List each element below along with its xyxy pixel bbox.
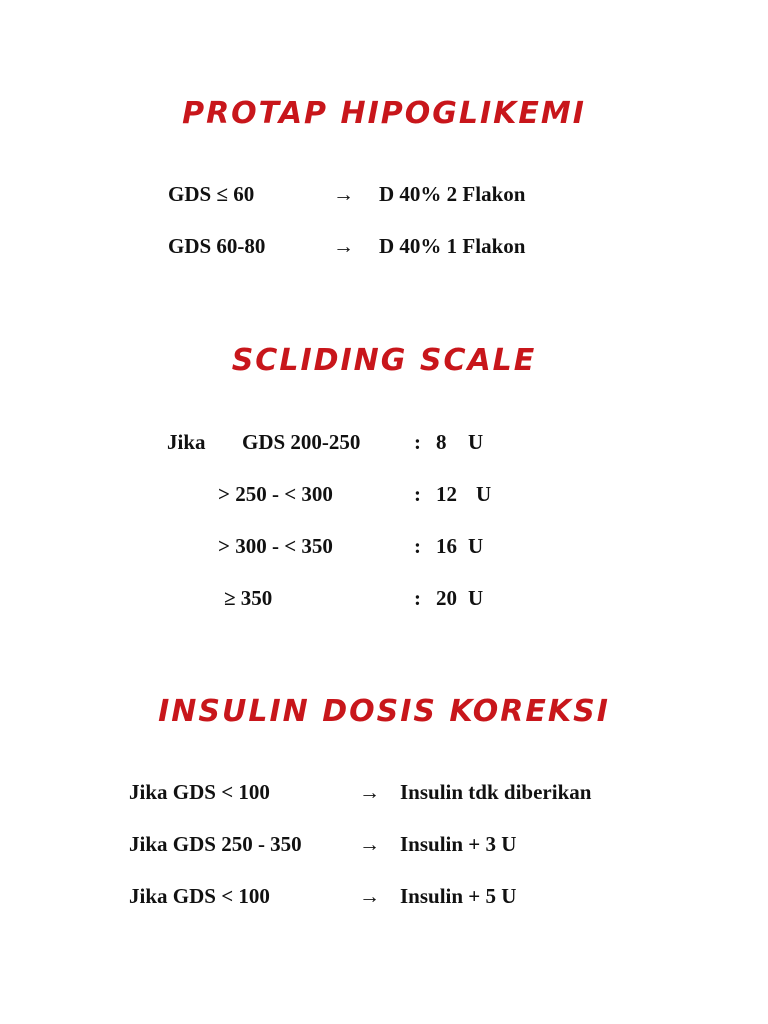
sliding-scale-dose: 8 bbox=[436, 430, 447, 454]
sliding-scale-row bbox=[0, 481, 768, 507]
arrow-symbol: → bbox=[359, 780, 380, 804]
sliding-scale-unit: U bbox=[468, 534, 484, 558]
sliding-scale-row bbox=[0, 533, 768, 559]
sliding-scale-condition: > 250 - < 300 bbox=[218, 482, 333, 506]
hipoglikemi-title: PROTAP HIPOGLIKEMI bbox=[182, 96, 586, 131]
hipoglikemi-row bbox=[0, 181, 768, 207]
arrow-symbol: → bbox=[359, 832, 380, 856]
hipoglikemi-condition: GDS 60-80 bbox=[168, 234, 266, 258]
koreksi-row bbox=[0, 779, 768, 805]
arrow-symbol: → bbox=[333, 234, 354, 258]
koreksi-result: Insulin + 3 U bbox=[400, 832, 517, 856]
sliding-scale-row bbox=[0, 429, 768, 455]
koreksi-condition: Jika GDS < 100 bbox=[129, 780, 270, 804]
koreksi-result: Insulin tdk diberikan bbox=[400, 780, 592, 804]
sliding-scale-dose: 12 bbox=[436, 482, 457, 506]
sliding-scale-unit: U bbox=[468, 430, 484, 454]
koreksi-result: Insulin + 5 U bbox=[400, 884, 517, 908]
hipoglikemi-result: D 40% 2 Flakon bbox=[379, 182, 526, 206]
sliding-scale-title: SCLIDING SCALE bbox=[231, 343, 537, 378]
hipoglikemi-condition: GDS ≤ 60 bbox=[168, 182, 255, 206]
sliding-scale-separator: : bbox=[414, 430, 421, 454]
hipoglikemi-result: D 40% 1 Flakon bbox=[379, 234, 526, 258]
sliding-scale-dose: 16 bbox=[436, 534, 457, 558]
hipoglikemi-row bbox=[0, 233, 768, 259]
sliding-scale-separator: : bbox=[414, 534, 421, 558]
sliding-scale-unit: U bbox=[468, 586, 484, 610]
sliding-scale-unit: U bbox=[476, 482, 492, 506]
sliding-scale-separator: : bbox=[414, 482, 421, 506]
sliding-scale-prefix: Jika bbox=[167, 430, 206, 454]
koreksi-condition: Jika GDS < 100 bbox=[129, 884, 270, 908]
sliding-scale-row bbox=[0, 585, 768, 611]
koreksi-row bbox=[0, 883, 768, 909]
arrow-symbol: → bbox=[333, 182, 354, 206]
sliding-scale-condition: > 300 - < 350 bbox=[218, 534, 333, 558]
sliding-scale-dose: 20 bbox=[436, 586, 457, 610]
koreksi-row bbox=[0, 831, 768, 857]
sliding-scale-condition: GDS 200-250 bbox=[242, 430, 361, 454]
sliding-scale-separator: : bbox=[414, 586, 421, 610]
arrow-symbol: → bbox=[359, 884, 380, 908]
sliding-scale-condition: ≥ 350 bbox=[224, 586, 273, 610]
koreksi-condition: Jika GDS 250 - 350 bbox=[129, 832, 302, 856]
koreksi-title: INSULIN DOSIS KOREKSI bbox=[158, 694, 610, 729]
